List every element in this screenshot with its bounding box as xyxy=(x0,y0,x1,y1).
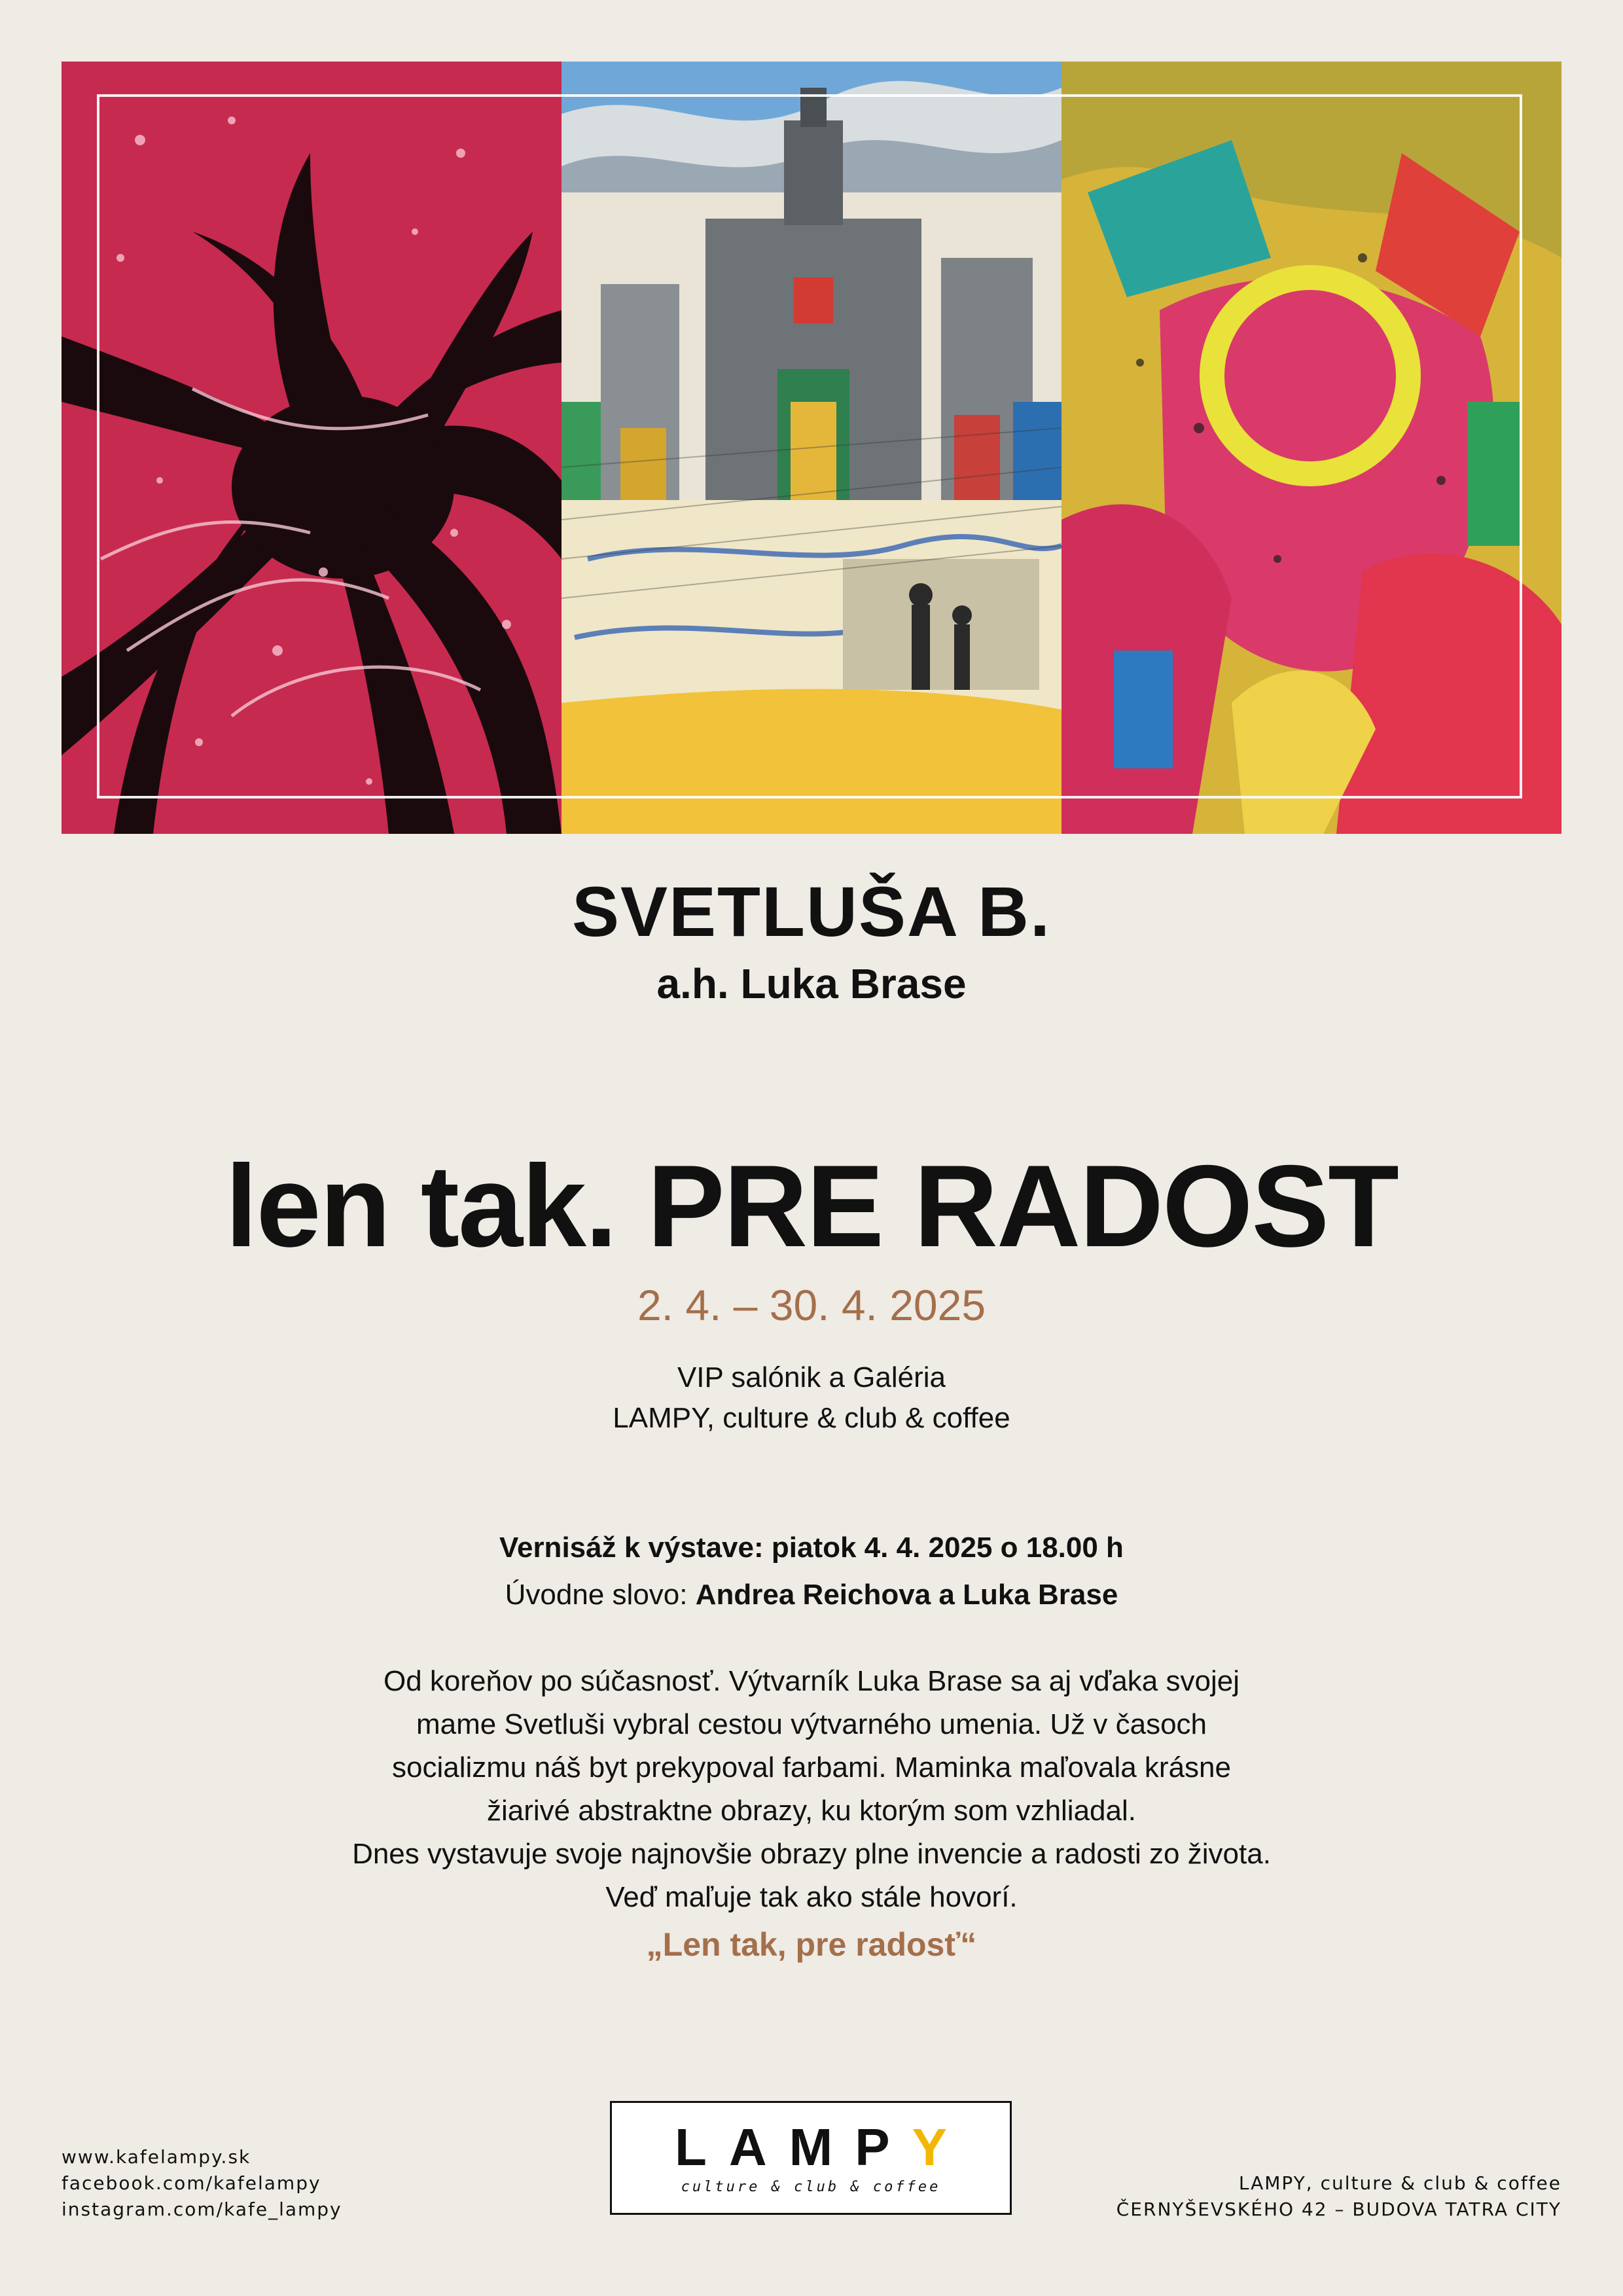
venue-address xyxy=(1116,2170,1561,2223)
speech-label: Úvodne slovo: xyxy=(505,1579,696,1611)
website-link[interactable]: www.kafelampy.sk xyxy=(62,2146,251,2168)
quote: „Len tak, pre radosť“ xyxy=(646,1926,977,1963)
description-line: socializmu náš byt prekypoval farbami. Maminka maľovala krásne xyxy=(391,1751,1231,1784)
venue xyxy=(0,1357,1623,1439)
lampy-logo xyxy=(610,2101,1012,2215)
description-line: Od koreňov po súčasnosť. Výtvarník Luka Brase sa aj vďaka svojej xyxy=(383,1665,1240,1697)
description-line: Dnes vystavuje svoje najnovšie obrazy plne invencie a radosti zo života. xyxy=(352,1838,1271,1870)
address-line-1: LAMPY, culture & club & coffee xyxy=(1238,2172,1561,2194)
description-text xyxy=(0,1660,1623,1919)
logo-tagline: culture & club & coffee xyxy=(681,2179,941,2195)
facebook-link[interactable]: facebook.com/kafelampy xyxy=(62,2172,321,2194)
description-line: mame Svetluši vybral cestou výtvarného umenia. Už v časoch xyxy=(416,1708,1207,1740)
address-line-2: ČERNYŠEVSKÉHO 42 – BUDOVA TATRA CITY xyxy=(1116,2198,1561,2220)
exhibition-dates: 2. 4. – 30. 4. 2025 xyxy=(637,1281,986,1329)
venue-line-2: LAMPY, culture & club & coffee xyxy=(613,1402,1010,1434)
exhibition-title: len tak. PRE RADOST xyxy=(225,1141,1398,1271)
logo-word-main: LAMP xyxy=(675,2118,912,2176)
logo-word-accent: Y xyxy=(912,2118,969,2176)
description-line: žiarivé abstraktne obrazy, ku ktorým som vzhliadal. xyxy=(487,1795,1136,1827)
painting-colorful-abstract xyxy=(1061,62,1561,834)
artwork-banner xyxy=(62,62,1561,834)
contact-links xyxy=(62,2144,342,2223)
instagram-link[interactable]: instagram.com/kafe_lampy xyxy=(62,2198,342,2220)
description-line: Veď maľuje tak ako stále hovorí. xyxy=(605,1881,1018,1913)
painting-red-black-abstract xyxy=(62,62,562,834)
logo-wordmark xyxy=(612,2117,1010,2178)
artist-name: SVETLUŠA B. xyxy=(571,872,1052,951)
painting-city-drawing xyxy=(562,62,1061,834)
speech-names: Andrea Reichova a Luka Brase xyxy=(695,1579,1118,1611)
introductory-speech xyxy=(0,1579,1623,1611)
guest-artist: a.h. Luka Brase xyxy=(656,960,967,1007)
venue-line-1: VIP salónik a Galéria xyxy=(677,1361,946,1393)
opening-info: Vernisáž k výstave: piatok 4. 4. 2025 o 18.00 h xyxy=(499,1532,1124,1564)
